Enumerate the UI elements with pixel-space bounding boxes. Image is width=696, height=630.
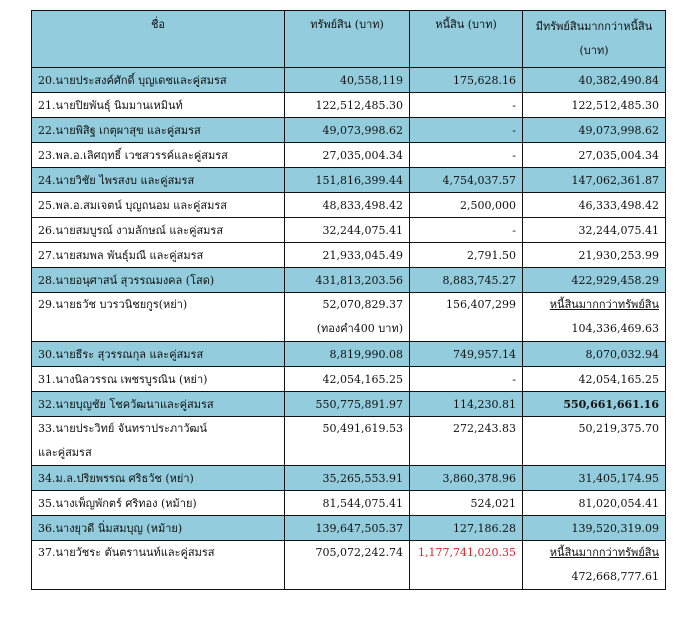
cell-liabilities: 524,021 xyxy=(410,491,523,516)
cell-net xyxy=(523,293,666,342)
cell-assets: 21,933,045.49 xyxy=(285,243,410,268)
cell-assets xyxy=(285,541,410,590)
table-row xyxy=(32,293,666,342)
table-row xyxy=(32,367,666,392)
cell-name: 32.นายบุญชัย โชควัฒนาและคู่สมรส xyxy=(32,392,285,417)
cell-liabilities xyxy=(410,541,523,590)
cell-liabilities xyxy=(410,417,523,466)
cell-liabilities: - xyxy=(410,93,523,118)
cell-name: 23.พล.อ.เลิศฤทธิ์ เวชสวรรค์และคู่สมรส xyxy=(32,143,285,168)
cell-net xyxy=(523,541,666,590)
cell-assets-value: 705,072,242.74 xyxy=(315,546,403,559)
cell-assets-note: (ทองคำ400 บาท) xyxy=(316,322,403,335)
cell-name: 22.นายพิสิฐ เกตุผาสุข และคู่สมรส xyxy=(32,118,285,143)
cell-assets: 35,265,553.91 xyxy=(285,466,410,491)
cell-net: 550,661,661.16 xyxy=(523,392,666,417)
header-assets: ทรัพย์สิน (บาท) xyxy=(285,11,410,68)
cell-name: 34.ม.ล.ปริยพรรณ ศริธวัช (หย่า) xyxy=(32,466,285,491)
table-header-row xyxy=(32,11,666,68)
table-row xyxy=(32,392,666,417)
header-net-line1: มีทรัพย์สินมากกว่าหนี้สิน xyxy=(535,20,653,33)
cell-net xyxy=(523,417,666,466)
cell-assets-value: 50,491,619.53 xyxy=(322,422,403,435)
cell-liabilities-value: 156,407,299 xyxy=(446,298,516,311)
table-row xyxy=(32,342,666,367)
cell-net: 27,035,004.34 xyxy=(523,143,666,168)
table-row xyxy=(32,118,666,143)
cell-net: 422,929,458.29 xyxy=(523,268,666,293)
cell-name xyxy=(32,293,285,342)
cell-name xyxy=(32,417,285,466)
header-name: ชื่อ xyxy=(32,11,285,68)
cell-name: 28.นายอนุศาสน์ สุวรรณมงคล (โสด) xyxy=(32,268,285,293)
cell-net: 49,073,998.62 xyxy=(523,118,666,143)
header-net xyxy=(523,11,666,68)
cell-liabilities: - xyxy=(410,118,523,143)
cell-net: 40,382,490.84 xyxy=(523,68,666,93)
cell-net: 42,054,165.25 xyxy=(523,367,666,392)
cell-name: 21.นายปิยพันธุ์ นิมมานเหมินท์ xyxy=(32,93,285,118)
cell-net-value: 472,668,777.61 xyxy=(571,570,659,583)
cell-name-text: 33.นายประวิทย์ จันทราประภาวัฒน์ xyxy=(38,422,207,435)
cell-net: 8,070,032.94 xyxy=(523,342,666,367)
cell-liabilities: 749,957.14 xyxy=(410,342,523,367)
cell-net-value: 50,219,375.70 xyxy=(578,422,659,435)
table-row xyxy=(32,243,666,268)
cell-name: 35.นางเพ็ญพักตร์ ศริทอง (หม้าย) xyxy=(32,491,285,516)
cell-assets: 550,775,891.97 xyxy=(285,392,410,417)
cell-assets: 81,544,075.41 xyxy=(285,491,410,516)
cell-liabilities: - xyxy=(410,143,523,168)
cell-net: 147,062,361.87 xyxy=(523,168,666,193)
cell-assets-value: 52,070,829.37 xyxy=(322,298,403,311)
cell-assets: 431,813,203.56 xyxy=(285,268,410,293)
cell-liabilities: 4,754,037.57 xyxy=(410,168,523,193)
cell-name: 25.พล.อ.สมเจตน์ บุญถนอม และคู่สมรส xyxy=(32,193,285,218)
cell-assets: 151,816,399.44 xyxy=(285,168,410,193)
cell-name xyxy=(32,541,285,590)
table-row xyxy=(32,516,666,541)
cell-net: 139,520,319.09 xyxy=(523,516,666,541)
cell-assets: 8,819,990.08 xyxy=(285,342,410,367)
cell-liabilities: 8,883,745.27 xyxy=(410,268,523,293)
cell-liabilities: 175,628.16 xyxy=(410,68,523,93)
table-row xyxy=(32,68,666,93)
table-row xyxy=(32,193,666,218)
cell-assets: 40,558,119 xyxy=(285,68,410,93)
cell-assets: 27,035,004.34 xyxy=(285,143,410,168)
cell-name-text: 37.นายวัชระ ตันตรานนท์และคู่สมรส xyxy=(38,546,215,559)
cell-name-text-line2: และคู่สมรส xyxy=(38,446,92,459)
cell-liabilities: 127,186.28 xyxy=(410,516,523,541)
cell-name: 30.นายธีระ สุวรรณกุล และคู่สมรส xyxy=(32,342,285,367)
cell-liabilities: - xyxy=(410,218,523,243)
cell-liabilities-value: 272,243.83 xyxy=(453,422,516,435)
cell-assets: 32,244,075.41 xyxy=(285,218,410,243)
cell-liabilities: 2,500,000 xyxy=(410,193,523,218)
cell-assets: 49,073,998.62 xyxy=(285,118,410,143)
cell-name: 27.นายสมพล พันธุ์มณี และคู่สมรส xyxy=(32,243,285,268)
cell-liabilities: 2,791.50 xyxy=(410,243,523,268)
cell-name: 31.นางนิลวรรณ เพชรบูรณิน (หย่า) xyxy=(32,367,285,392)
header-net-line2: (บาท) xyxy=(579,44,609,57)
table-row xyxy=(32,93,666,118)
cell-assets: 122,512,485.30 xyxy=(285,93,410,118)
cell-liabilities-value: 1,177,741,020.35 xyxy=(418,546,516,559)
cell-name: 20.นายประสงค์ศักดิ์ บุญเดชและคู่สมรส xyxy=(32,68,285,93)
cell-net: 81,020,054.41 xyxy=(523,491,666,516)
cell-name: 36.นางยุวดี นิ่มสมบุญ (หม้าย) xyxy=(32,516,285,541)
table-row xyxy=(32,143,666,168)
cell-net-label: หนี้สินมากกว่าทรัพย์สิน xyxy=(549,298,659,311)
table-row xyxy=(32,541,666,590)
cell-assets: 42,054,165.25 xyxy=(285,367,410,392)
cell-net: 122,512,485.30 xyxy=(523,93,666,118)
cell-assets: 48,833,498.42 xyxy=(285,193,410,218)
table-row xyxy=(32,268,666,293)
table-row xyxy=(32,417,666,466)
cell-assets xyxy=(285,417,410,466)
table-row xyxy=(32,218,666,243)
cell-name: 26.นายสมบูรณ์ งามลักษณ์ และคู่สมรส xyxy=(32,218,285,243)
cell-liabilities xyxy=(410,293,523,342)
cell-assets xyxy=(285,293,410,342)
cell-net-label: หนี้สินมากกว่าทรัพย์สิน xyxy=(549,546,659,559)
table-row xyxy=(32,168,666,193)
header-liabilities: หนี้สิน (บาท) xyxy=(410,11,523,68)
cell-net: 46,333,498.42 xyxy=(523,193,666,218)
cell-liabilities: 114,230.81 xyxy=(410,392,523,417)
cell-liabilities: 3,860,378.96 xyxy=(410,466,523,491)
cell-net: 21,930,253.99 xyxy=(523,243,666,268)
table-row xyxy=(32,466,666,491)
asset-declaration-table xyxy=(31,10,666,590)
cell-name-text: 29.นายธวัช บวรวนิชยกูร(หย่า) xyxy=(38,298,188,311)
cell-net-value: 104,336,469.63 xyxy=(571,322,659,335)
cell-net: 32,244,075.41 xyxy=(523,218,666,243)
cell-liabilities: - xyxy=(410,367,523,392)
table-row xyxy=(32,491,666,516)
cell-net: 31,405,174.95 xyxy=(523,466,666,491)
cell-assets: 139,647,505.37 xyxy=(285,516,410,541)
cell-name: 24.นายวิชัย ไพรสงบ และคู่สมรส xyxy=(32,168,285,193)
